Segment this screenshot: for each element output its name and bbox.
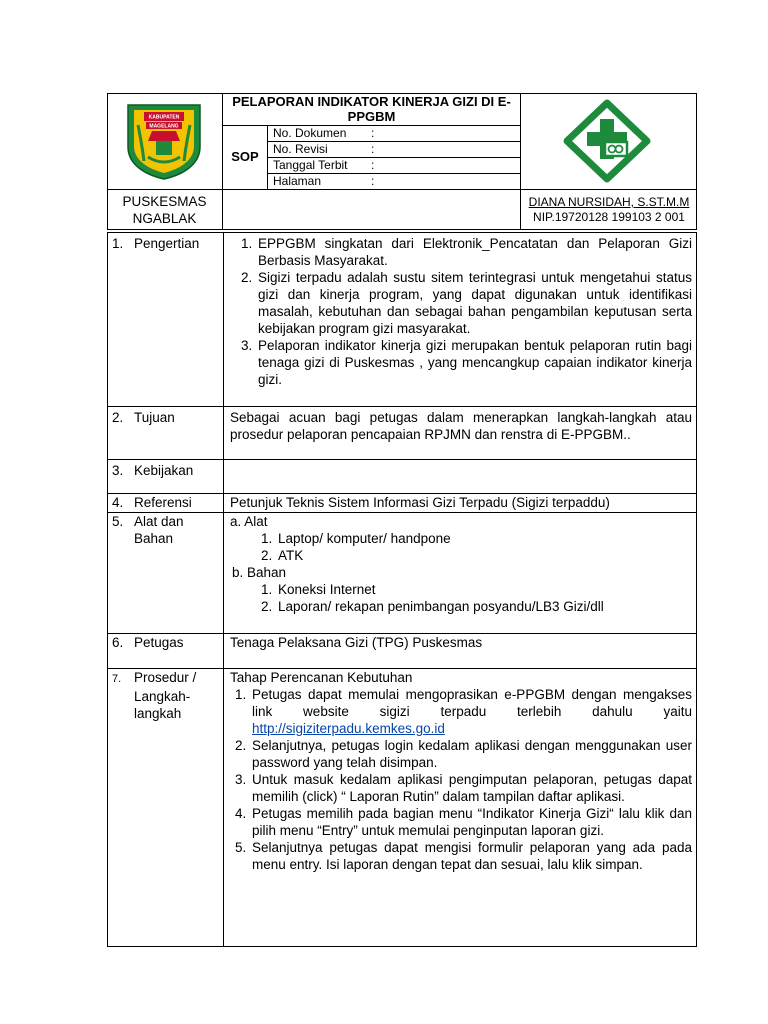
meta-issue-date-value: : — [371, 158, 375, 172]
organization-name-line1: PUSKESMAS — [122, 194, 207, 209]
row-label: Petugas — [134, 635, 184, 650]
row-kebijakan: 3. Kebijakan — [107, 460, 697, 493]
list-item: 1. EPPGBM singkatan dari Elektronik_Pencatatan dan Pelaporan Gizi Berbasis Masyarakat. — [256, 235, 692, 269]
list-item: 3. Untuk masuk kedalam aplikasi pengimputan pelaporan, petugas dapat memilih (click) “ Laporan Rutin” dalam tampilan daftar aplikasi. — [250, 771, 692, 805]
reference-text: Petunjuk Teknis Sistem Informasi Gizi Terpadu (Sigizi terpaddu) — [230, 495, 610, 510]
svg-text:KABUPATEN: KABUPATEN — [148, 114, 180, 121]
organization-name-line2: NGABLAK — [132, 211, 197, 226]
kabupaten-magelang-emblem-icon — [122, 101, 206, 181]
list-item: 1. Koneksi Internet — [276, 581, 692, 598]
purpose-text: Sebagai acuan bagi petugas dalam menerapkan langkah-langkah atau prosedur pelaporan pencapaian RPJMN dan renstra di E-PPGBM.. — [230, 410, 692, 442]
list-item: 1. Laptop/ komputer/ handpone — [276, 530, 692, 547]
procedure-heading: Tahap Perencanan Kebutuhan — [230, 670, 413, 685]
list-item: 2. Laporan/ rekapan penimbangan posyandu/LB3 Gizi/dll — [276, 598, 692, 615]
list-item: 5. Selanjutnya petugas dapat mengisi formulir pelaporan yang ada pada menu entry. Isi laporan dengan tepat dan sesuai, lalu klik simpan. — [250, 839, 692, 873]
document-title: PELAPORAN INDIKATOR KINERJA GIZI DI E-PPGBM — [232, 94, 511, 124]
meta-revision-value: : — [371, 142, 375, 156]
list-item: 3. Pelaporan indikator kinerja gizi merupakan bentuk pelaporan rutin bagi tenaga gizi di Puskesmas , yang mencangkup capaian indikator kinerja gizi. — [256, 337, 692, 388]
sop-header — [107, 93, 697, 230]
row-petugas: 6. Petugas Tenaga Pelaksana Gizi (TPG) Puskesmas — [107, 634, 697, 668]
row-prosedur: 7. Prosedur / Langkah- langkah Tahap Perencanan Kebutuhan 1. Petugas dapat memulai mengoprasikan e-PPGBM dengan mengakses link website sigizi terpadu terlebih dahulu yaitu http://sigiziterpadu.kemkes.go.id 2. Selanjutnya, petugas login kedalam aplikasi dengan menggunakan user password yang telah disimpan. 3. Untuk masuk kedalam aplikasi pengimputan pelaporan, petugas dapat memilih (click) “ Laporan Rutin” dalam tampilan daftar aplikasi. 4. Petugas memilih pada bagian menu “Indikator Kinerja Gizi“ lalu klik dan pilih menu “Entry” untuk memulai penginputan laporan gizi. 5. Selanjutnya petugas dapat mengisi formulir pelaporan yang ada pada menu entry. Isi laporan dengan tepat dan sesuai, lalu klik simpan. — [107, 669, 697, 946]
puskesmas-logo-icon — [563, 99, 651, 183]
meta-page-label: Halaman — [273, 174, 322, 188]
list-item: 1. Petugas dapat memulai mengoprasikan e-PPGBM dengan mengakses link website sigizi terpadu terlebih dahulu yaitu http://sigiziterpadu.kemkes.go.id — [250, 686, 692, 737]
row-pengertian: 1. Pengertian 1. EPPGBM singkatan dari Elektronik_Pencatatan dan Pelaporan Gizi Berbasis Masyarakat. 2. Sigizi terpadu adalah sustu sitem terintegrasi untuk mengetahui status gizi dan kinerja program, yang dapat digunakan untuk identifikasi masalah, kebutuhan dan sebagai bahan pengambilan keputusan serta kebijakan program gizi masyarakat. 3. Pelaporan indikator kinerja gizi merupakan bentuk pelaporan rutin bagi tenaga gizi di Puskesmas , yang mencangkup capaian indikator kinerja gizi. — [107, 233, 697, 407]
meta-document-number-value: : — [371, 126, 375, 140]
row-label: Prosedur / — [134, 670, 197, 685]
list-item: 2. Sigizi terpadu adalah sustu sitem terintegrasi untuk mengetahui status gizi dan kinerja program, yang dapat digunakan untuk identifikasi masalah, kebutuhan dan sebagai bahan pengambilan keputusan serta kebijakan program gizi masyarakat. — [256, 269, 692, 337]
row-label: Referensi — [134, 495, 192, 510]
meta-document-number-label: No. Dokumen — [273, 126, 347, 140]
row-label: Alat dan — [134, 514, 184, 529]
row-alat-bahan: 5. Alat dan Bahan a. Alat 1. Laptop/ komputer/ handpone 2. ATK b. Bahan 1. Koneksi Internet 2. Laporan/ rekapan penimbangan posyandu/LB3 Gizi/dll — [107, 513, 697, 633]
row-referensi: 4. Referensi Petunjuk Teknis Sistem Informasi Gizi Terpadu (Sigizi terpaddu) — [107, 494, 697, 512]
materials-heading: b. Bahan — [232, 565, 287, 580]
sigizi-link[interactable]: http://sigiziterpadu.kemkes.go.id — [252, 721, 445, 736]
meta-revision-label: No. Revisi — [273, 142, 328, 156]
meta-page-value: : — [371, 174, 375, 188]
row-label: Tujuan — [134, 410, 175, 425]
signer-nip: NIP.19720128 199103 2 001 — [533, 210, 685, 224]
officer-text: Tenaga Pelaksana Gizi (TPG) Puskesmas — [230, 635, 483, 650]
row-label: Bahan — [134, 531, 174, 546]
row-tujuan: 2. Tujuan Sebagai acuan bagi petugas dalam menerapkan langkah-langkah atau prosedur pelaporan pencapaian RPJMN dan renstra di E-PPGBM.. — [107, 407, 697, 459]
row-label: langkah — [134, 706, 182, 721]
meta-issue-date-label: Tanggal Terbit — [273, 158, 348, 172]
row-label: Langkah- — [134, 689, 191, 704]
row-label: Kebijakan — [134, 463, 194, 478]
list-item: 4. Petugas memilih pada bagian menu “Indikator Kinerja Gizi“ lalu klik dan pilih menu “Entry” untuk memulai penginputan laporan gizi. — [250, 805, 692, 839]
list-item: 2. Selanjutnya, petugas login kedalam aplikasi dengan menggunakan user password yang telah disimpan. — [250, 737, 692, 771]
signer-name: DIANA NURSIDAH, S.ST.M.M — [528, 195, 690, 209]
row-label: Pengertian — [134, 236, 200, 251]
svg-text:MAGELANG: MAGELANG — [149, 123, 179, 130]
sop-label: SOP — [231, 149, 259, 164]
list-item: 2. ATK — [276, 547, 692, 564]
tools-heading: a. Alat — [230, 514, 268, 529]
